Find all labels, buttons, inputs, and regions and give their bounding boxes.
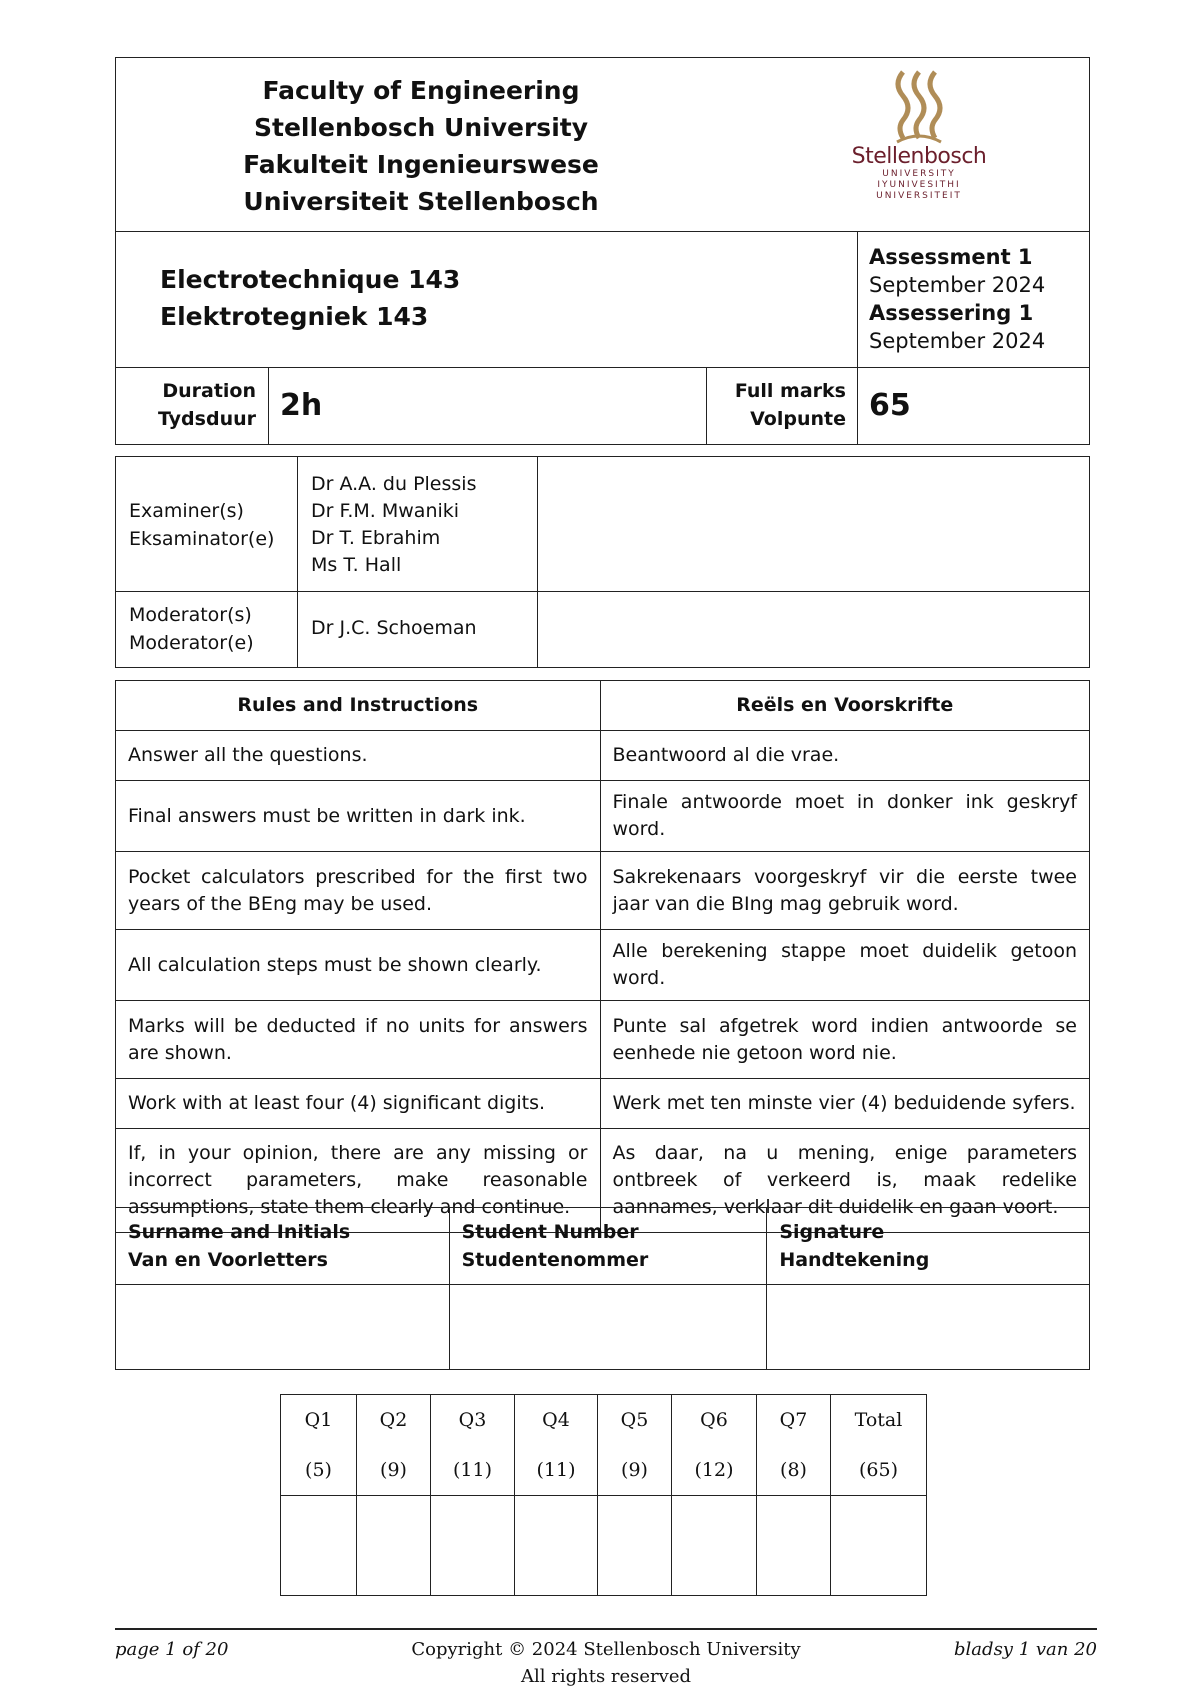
header-top (116, 58, 1089, 232)
student-info-fields (116, 1285, 1090, 1370)
question-cell (757, 1395, 831, 1496)
logo-name: Stellenbosch (851, 144, 987, 169)
total-cell (831, 1395, 927, 1496)
copyright-line: Copyright © 2024 Stellenbosch University (411, 1639, 801, 1660)
rule-row (116, 852, 1090, 930)
question-cell (672, 1395, 757, 1496)
rules-header-af: Reëls en Voorskrifte (600, 681, 1090, 731)
full-marks-value: 65 (869, 388, 911, 423)
page-number-en: page 1 of 20 (115, 1639, 229, 1660)
rule-af: Werk met ten minste vier (4) beduidende syfers. (600, 1079, 1090, 1129)
question-cell (431, 1395, 515, 1496)
examiner-name: Dr A.A. du Plessis (311, 473, 477, 495)
signature-field[interactable] (767, 1285, 1090, 1370)
logo-mark-icon (889, 70, 949, 144)
signature-label-af: Handtekening (779, 1249, 930, 1271)
student-number-field[interactable] (449, 1285, 767, 1370)
student-info-header (116, 1208, 1090, 1285)
faculty-line: Stellenbosch University (253, 113, 589, 142)
full-marks-label-en: Full marks (734, 380, 846, 402)
rule-af: Beantwoord al die vrae. (600, 731, 1090, 781)
question-label: Q3 (458, 1409, 487, 1431)
question-label: Q7 (779, 1409, 808, 1431)
rule-af: As daar, na u mening, enige parameters ontbreek of verkeerd is, maak redelike aannames, verklaar dit duidelik en gaan voort. (600, 1129, 1090, 1233)
faculty-block (116, 72, 726, 220)
course-title (160, 261, 460, 335)
rule-af: Alle berekening stappe moet duidelik getoon word. (600, 930, 1090, 1001)
rules-header-en: Rules and Instructions (116, 681, 601, 731)
page-number-af: bladsy 1 van 20 (954, 1639, 1097, 1660)
question-points: (12) (694, 1459, 734, 1481)
copyright (115, 1636, 1097, 1690)
assessment-label-en: Assessment 1 (869, 245, 1033, 269)
rule-row (116, 781, 1090, 852)
assessment-date-af: September 2024 (869, 329, 1046, 353)
rules-table (115, 680, 1090, 1233)
duration-label-af: Tydsduur (157, 408, 256, 430)
full-marks-label (706, 367, 846, 444)
faculty-line: Faculty of Engineering (262, 76, 580, 105)
total-entry-cell[interactable] (831, 1496, 927, 1596)
course-row (116, 231, 1089, 368)
examiners-row (116, 457, 1089, 592)
examiners-label-en: Examiner(s) (129, 500, 244, 522)
question-cell (357, 1395, 431, 1496)
marks-table (280, 1394, 927, 1596)
rights-line: All rights reserved (521, 1666, 691, 1687)
assessment-block (857, 231, 1089, 367)
question-label: Q1 (304, 1409, 333, 1431)
question-points: (9) (621, 1459, 648, 1481)
full-marks-label-af: Volpunte (750, 408, 846, 430)
moderator-label (129, 601, 254, 657)
logo-sub: UNIVERSITEIT (876, 191, 962, 201)
question-points: (8) (780, 1459, 807, 1481)
signature-label-en: Signature (779, 1221, 885, 1243)
mark-entry-cell[interactable] (515, 1496, 598, 1596)
rule-row (116, 930, 1090, 1001)
question-points: (11) (536, 1459, 576, 1481)
rule-af: Sakrekenaars voorgeskryf vir die eerste twee jaar van die BIng mag gebruik word. (600, 852, 1090, 930)
question-cell (281, 1395, 357, 1496)
question-points: (11) (452, 1459, 492, 1481)
rule-en: If, in your opinion, there are any missing or incorrect parameters, make reasonable assumptions, state them clearly and continue. (116, 1129, 601, 1233)
question-label: Q2 (379, 1409, 408, 1431)
rule-en: Final answers must be written in dark ink. (116, 781, 601, 852)
faculty-line: Fakulteit Ingenieurswese (243, 150, 599, 179)
student-number-label (449, 1208, 767, 1285)
duration-label-en: Duration (162, 380, 256, 402)
question-cell (598, 1395, 672, 1496)
rule-af: Punte sal afgetrek word indien antwoorde se eenhede nie getoon word nie. (600, 1001, 1090, 1079)
divider (297, 457, 298, 667)
moderator-label-af: Moderator(e) (129, 632, 254, 654)
rule-af: Finale antwoorde moet in donker ink geskryf word. (600, 781, 1090, 852)
student-info-table (115, 1207, 1090, 1370)
student-number-label-en: Student Number (461, 1221, 639, 1243)
rule-en: Pocket calculators prescribed for the first two years of the BEng may be used. (116, 852, 601, 930)
rule-en: Answer all the questions. (116, 731, 601, 781)
question-label: Q5 (620, 1409, 649, 1431)
marks-entry-row (281, 1496, 927, 1596)
question-points: (9) (380, 1459, 407, 1481)
surname-label (116, 1208, 450, 1285)
duration-label (116, 367, 256, 444)
mark-entry-cell[interactable] (281, 1496, 357, 1596)
question-points: (5) (305, 1459, 332, 1481)
examiners-list (311, 471, 476, 579)
logo-sub: IYUNIVESITHI (877, 180, 961, 190)
rule-row (116, 731, 1090, 781)
rule-en: All calculation steps must be shown clearly. (116, 930, 601, 1001)
header-box (115, 57, 1090, 445)
moderator-name: Dr J.C. Schoeman (311, 617, 477, 639)
divider (537, 457, 538, 667)
rule-en: Marks will be deducted if no units for answers are shown. (116, 1001, 601, 1079)
total-label: Total (854, 1409, 903, 1431)
examiner-name: Dr T. Ebrahim (311, 527, 441, 549)
moderator-label-en: Moderator(s) (129, 604, 252, 626)
rule-row (116, 1079, 1090, 1129)
duration-row (116, 367, 1089, 444)
surname-label-af: Van en Voorletters (128, 1249, 328, 1271)
mark-entry-cell[interactable] (598, 1496, 672, 1596)
mark-entry-cell[interactable] (757, 1496, 831, 1596)
examiner-name: Dr F.M. Mwaniki (311, 500, 460, 522)
question-cell (515, 1395, 598, 1496)
question-label: Q6 (700, 1409, 728, 1431)
marks-header-row (281, 1395, 927, 1496)
logo-sub: UNIVERSITY (882, 169, 956, 179)
assessment-label-af: Assessering 1 (869, 301, 1034, 325)
moderator-row (116, 591, 1089, 667)
faculty-line: Universiteit Stellenbosch (243, 187, 599, 216)
total-points: (65) (858, 1459, 898, 1481)
student-number-label-af: Studentenommer (461, 1249, 649, 1271)
rule-en: Work with at least four (4) significant digits. (116, 1079, 601, 1129)
mark-entry-cell[interactable] (431, 1496, 515, 1596)
examiners-box (115, 456, 1090, 668)
examiner-name: Ms T. Hall (311, 554, 402, 576)
question-label: Q4 (542, 1409, 570, 1431)
signature-label (767, 1208, 1090, 1285)
mark-entry-cell[interactable] (357, 1496, 431, 1596)
surname-field[interactable] (116, 1285, 450, 1370)
assessment-date-en: September 2024 (869, 273, 1046, 297)
examiners-label-af: Eksaminator(e) (129, 528, 275, 550)
rule-row (116, 1001, 1090, 1079)
footer-rule (115, 1628, 1097, 1630)
examiners-label (129, 497, 274, 553)
duration-value: 2h (280, 388, 323, 423)
university-logo (824, 70, 1014, 220)
course-name-af: Elektrotegniek 143 (160, 302, 429, 331)
rules-header-row (116, 681, 1090, 731)
course-name-en: Electrotechnique 143 (160, 265, 461, 294)
surname-label-en: Surname and Initials (128, 1221, 351, 1243)
mark-entry-cell[interactable] (672, 1496, 757, 1596)
